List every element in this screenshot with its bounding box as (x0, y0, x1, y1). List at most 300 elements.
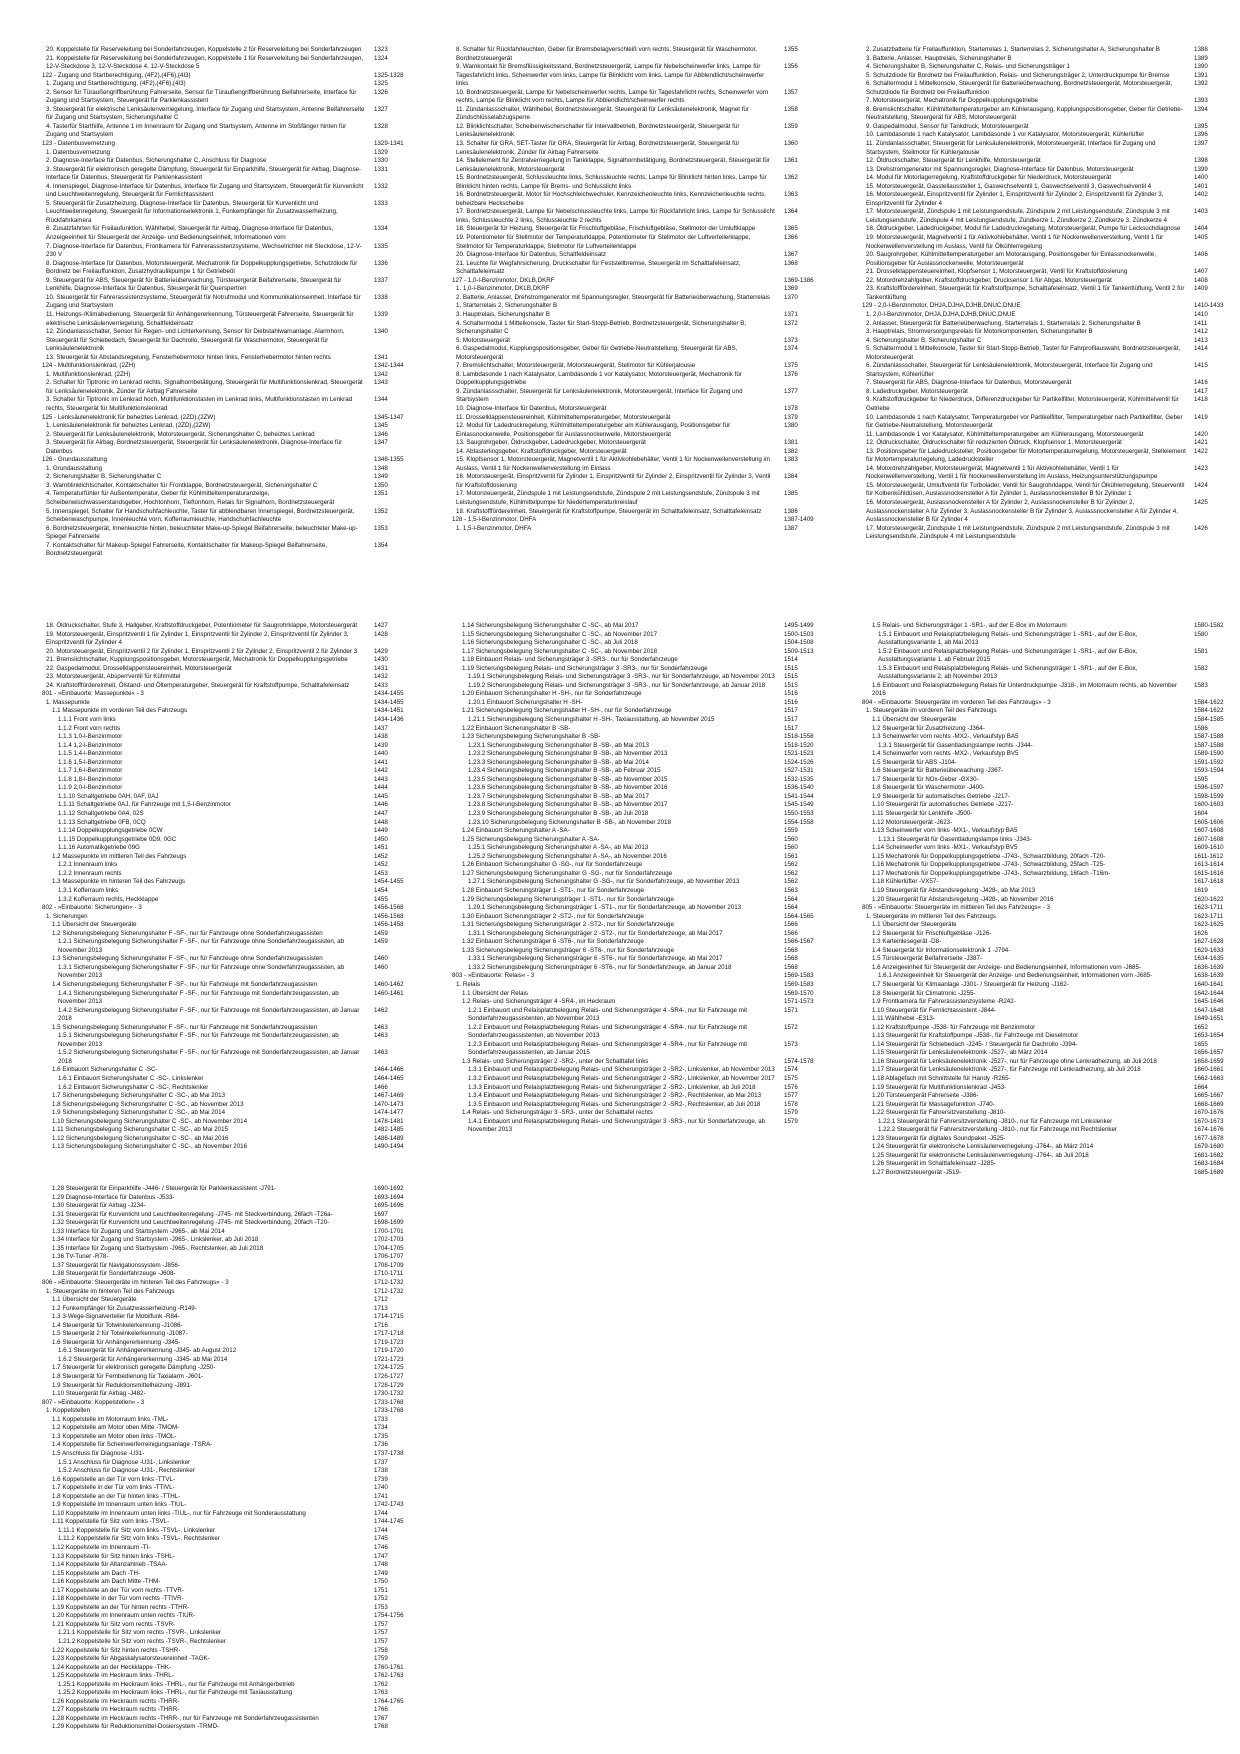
toc-entry-title: 1.11 Wählhebel -E313- (872, 1015, 935, 1023)
toc-entry (862, 431, 1234, 440)
toc-entry (42, 328, 414, 354)
toc-entry (862, 972, 1234, 981)
toc-entry (42, 123, 414, 140)
toc-entry-title: 19. Potentiometer für Stellmotor der Temperaturklappe, Potentiometer für Stellmotor der Luftverteilerklappe, Stellmotor für Temperaturklappe, Stellmotor für Luftverteilerklappe (456, 234, 751, 250)
toc-entry-page: 1564 (784, 904, 798, 912)
toc-entry-page: 1653-1654 (1194, 1032, 1224, 1040)
toc-entry (42, 542, 414, 559)
toc-entry (862, 964, 1234, 973)
toc-entry-title: 1. Steuergeräte im vorderen Teil des Fahrzeugs (866, 707, 997, 715)
toc-entry-page: 1403 (1194, 208, 1208, 216)
toc-entry-page: 1332 (374, 182, 388, 190)
toc-entry-title: 12. Zündanlassschalter, Sensor für Regen- und Lichterkennung, Sensor für Diebstahlwarnanlage, Alarmhorn, Steuergerät für Schiebedach, Steuergerät für Dachrollo, Steuergerät für Waschermotor, Steuergerät für Lenksäulenelektronik (46, 328, 345, 353)
toc-column (452, 622, 824, 1135)
toc-entry-page: 1740 (374, 1484, 388, 1492)
toc-entry (42, 1322, 414, 1331)
toc-entry-title: 2. Batterie, Anlasser, Drehstromgenerator mit Spannungsregler, Steuergerät für Batterieüberwachung, Starterrelais 1, Starterrelais 2, Sicherungshalter B (456, 293, 771, 310)
toc-entry-title: 1.23.1 Sicherungsbelegung Sicherungshalter B -SB-, ab Mai 2013 (468, 741, 649, 749)
toc-entry-page: 1514 (784, 656, 798, 664)
toc-entry-page: 1420 (1194, 430, 1208, 438)
toc-entry (42, 396, 414, 413)
toc-entry (452, 716, 824, 725)
toc-entry-page: 1596-1597 (1194, 784, 1224, 792)
toc-entry-page: 1578 (784, 1100, 798, 1108)
toc-entry (452, 490, 824, 507)
toc-entry-page: 1367 (784, 251, 798, 259)
toc-entry-title: 11. Heizungs-/Klimabedienung, Steuergerät für Anhängererkennung, Türsteuergerät Fahrerseite, Steuergerät für elektrische Lenksäulenverriegelung, Schaltfeldeinsatz (46, 310, 354, 327)
toc-entry-page: 1757 (374, 1629, 388, 1637)
toc-entry-title: 1.24 Steuergerät für elektronische Lenksäulenverriegelung -J764-, ab März 2014 (872, 1143, 1094, 1151)
toc-entry-title: 2. Anlasser, Steuergerät für Batterieüberwachung, Starterrelais 1, Starterrelais 2, Sicherungshalter B (866, 319, 1141, 327)
toc-entry (862, 861, 1234, 870)
toc-entry-title: 1.2 Steuergerät für Frischluftgebläse -J126- (872, 929, 992, 937)
toc-entry-page: 1417 (1194, 387, 1208, 395)
toc-entry-title: 16. Motorsteuergerät, Auslassnockensteller A für Zylinder 2, Auslassnockensteller B für Zylinder 2, Auslassnockensteller A für Zylinder 3, Auslassnockensteller B für Zylinder 3, Auslassnockensteller A für Zylinder 4, Auslassnockensteller B für Zylinder 4 (866, 498, 1178, 524)
toc-entry-page: 1366 (784, 234, 798, 242)
toc-entry-title: 1.38 Steuergerät für Sonderfahrzeuge -J608- (52, 1270, 176, 1278)
toc-entry-title: 3. Steuergerät für elektronisch geregelte Dämpfung, Steuergerät für Einparkhilfe, Steuergerät für Airbag, Diagnose-Interface für Datenbus, Steuergerät für Parklenkassistent (46, 165, 362, 182)
toc-entry-title: 1.33.2 Sicherungsbelegung Sicherungsträger 6 -ST6-, nur für Sonderfahrzeuge, ab Januar 2018 (468, 963, 732, 971)
toc-entry-page: 1326 (374, 88, 388, 96)
toc-entry (42, 140, 414, 149)
toc-entry (862, 174, 1234, 183)
toc-entry-page: 1422 (1194, 447, 1208, 455)
toc-entry-title: 15. Klopfsensor 1, Motorsteuergerät, Magnetventil 1 für Aktivkohlebehälter, Ventil 1 für Nockenwellenverstellung im Auslass, Ventil 1 für Nockenwellenverstellung im Einlass (456, 456, 771, 472)
toc-entry-page: 1541-1544 (784, 792, 814, 800)
toc-entry-page: 1455 (374, 895, 388, 903)
toc-entry (42, 379, 414, 396)
toc-entry-title: 6. Zündanlassschalter, Steuergerät für Lenksäulenelektronik, Motorsteuergerät, Interface für Zugang und Startsystem, Kühlerlüfter (866, 362, 1153, 378)
toc-entry-page: 1515 (784, 664, 798, 672)
toc-entry (452, 285, 824, 294)
toc-entry (42, 1441, 414, 1450)
toc-entry (42, 525, 414, 542)
toc-entry (452, 473, 824, 490)
toc-entry-page: 1340 (374, 328, 388, 336)
toc-entry-title: 14. Stellelement für Zentralverriegelung in Tankklappe, Signalhornbetätigung, Bordnetzsteuergerät, Steuergerät für Lenksäulenelektronik, Motorsteuergerät (456, 157, 770, 173)
toc-entry-page: 1721-1723 (374, 1355, 404, 1363)
toc-entry (42, 1655, 414, 1664)
toc-entry-title: 1. Sicherungen (46, 912, 88, 920)
toc-entry (862, 388, 1234, 397)
toc-entry (42, 371, 414, 380)
toc-entry-title: 1.32 Einbauort Sicherungsträger 6 -ST6-, nur für Sonderfahrzeuge (462, 938, 644, 946)
toc-entry (862, 225, 1234, 234)
toc-entry-title: 1.6.1 Steuergerät für Anhängererkennung -J345- ab August 2012 (58, 1347, 237, 1355)
toc-entry (42, 904, 414, 913)
toc-entry-title: 21. Drosselklappensteuereinheit, Klopfsensor 1, Motorsteuergerät, Ventil für Kraftstoffdosierung (866, 268, 1128, 276)
toc-entry-page: 1749 (374, 1569, 388, 1577)
toc-entry-page: 1418 (1194, 396, 1208, 404)
toc-entry (452, 439, 824, 448)
toc-entry-page: 1370 (784, 293, 798, 301)
toc-entry (42, 225, 414, 242)
toc-entry-title: 2. Steuergerät für Lenksäulenelektronik, Motorsteuergerät, Sicherungshalter C, beheiztes Lenkrad (46, 430, 315, 438)
toc-entry-title: 1.12 Koppelstelle im Innenraum -TI- (52, 1543, 151, 1551)
toc-entry-title: 21. Bremslichtschalter, Kupplungspositionsgeber, Motorsteuergerät, Mechatronik für Doppelkupplungsgetriebe (46, 656, 348, 664)
toc-entry-page: 1605-1606 (1194, 818, 1224, 826)
toc-entry (42, 844, 414, 853)
toc-entry (42, 200, 414, 226)
toc-entry-page: 1745 (374, 1535, 388, 1543)
toc-entry-page: 1623-1711 (1194, 912, 1224, 920)
toc-entry-title: 1.23.7 Sicherungsbelegung Sicherungshalter B -SB-, ab Mai 2017 (468, 792, 649, 800)
toc-entry-page: 1463 (374, 1032, 388, 1040)
toc-entry (42, 707, 414, 716)
toc-entry (42, 1595, 414, 1604)
toc-entry (862, 1135, 1234, 1144)
toc-entry (862, 938, 1234, 947)
toc-entry-title: 1.2.2 Einbauort und Relaisplatzbelegung Relais- und Sicherungsträger 4 -SR4-, nur für Fahrzeuge mit Sonderfahrzeugassistenten, ab November 2013 (468, 1023, 747, 1040)
toc-entry (452, 1118, 824, 1135)
toc-entry-page: 1434-1455 (374, 698, 404, 706)
toc-entry-page: 1693-1694 (374, 1193, 404, 1201)
toc-entry (42, 1007, 414, 1024)
toc-entry (452, 89, 824, 106)
toc-entry-title: 1.22 Koppelstelle für Sitz hinten rechts -TSHR- (52, 1646, 181, 1654)
toc-entry-page: 1383 (784, 456, 798, 464)
toc-entry (452, 405, 824, 414)
toc-entry-title: 1.10 Steuergerät für automatisches Getriebe -J217- (872, 801, 1014, 809)
toc-entry-page: 1604 (1194, 810, 1208, 818)
toc-entry-page: 1710-1711 (374, 1270, 404, 1278)
toc-entry (452, 955, 824, 964)
toc-column (452, 46, 824, 533)
toc-entry-page: 1629-1633 (1194, 946, 1224, 954)
toc-entry-page: 1712-1732 (374, 1279, 404, 1287)
toc-entry-title: 1.33 Sicherungsbelegung Sicherungsträger 6 -ST6-, nur für Sonderfahrzeuge (462, 946, 674, 954)
toc-entry (42, 1279, 414, 1288)
toc-entry-title: 4. Innenspiegel, Diagnose-Interface für Datenbus, Interface für Zugang und Startsystem, Steuergerät für Kurvenlicht und Leuchtweitenregelung, Steuergerät für Fernlichtassistent (46, 182, 364, 199)
toc-entry-page: 1405 (1194, 234, 1208, 242)
toc-entry-page: 1329 (374, 148, 388, 156)
toc-entry-page: 1726-1727 (374, 1373, 404, 1381)
toc-entry (42, 1544, 414, 1553)
toc-entry (862, 793, 1234, 802)
toc-entry-title: 6. Gaspedalmodul, Kupplungspositionsgeber, Geber für Getriebe-Neutralstellung, Steuergerät für ABS, Motorsteuergerät (456, 345, 738, 361)
toc-entry (862, 482, 1234, 499)
toc-entry (862, 251, 1234, 268)
toc-entry-title: 1.6 Steuergerät für Anhängererkennung -J345- (52, 1338, 181, 1346)
toc-entry (862, 913, 1234, 922)
toc-entry-page: 1336 (374, 259, 388, 267)
toc-entry-page: 1464-1466 (374, 1066, 404, 1074)
toc-entry (42, 1236, 414, 1245)
toc-entry-title: 1.1.2 Front vorn rechts (58, 724, 121, 732)
toc-entry-page: 1712-1732 (374, 1287, 404, 1295)
toc-entry (862, 767, 1234, 776)
toc-entry-title: 1.9 Steuergerät für automatisches Getriebe -J217- (872, 792, 1010, 800)
toc-entry-title: 23. Kraftstoffförderelnheit, Steuergerät für Kraftstoffpumpe, Schalttafeleinsatz, Ventil 1 für Tankentlüftung, Ventil 2 für Tankentlüftung (866, 285, 1185, 301)
toc-entry (452, 998, 824, 1007)
toc-entry (42, 1570, 414, 1579)
toc-entry (452, 793, 824, 802)
toc-entry (42, 1715, 414, 1724)
toc-entry-page: 1708-1709 (374, 1261, 404, 1269)
toc-entry (862, 439, 1234, 448)
toc-entry-title: 1.23.5 Sicherungsbelegung Sicherungshalter B -SB-, ab November 2015 (468, 775, 668, 783)
toc-entry (452, 1109, 824, 1118)
toc-entry-title: 7. Steuergerät für ABS, Diagnose-Interface für Datenbus, Motorsteuergerät (866, 379, 1072, 387)
toc-entry-page: 1735 (374, 1432, 388, 1440)
toc-entry (42, 311, 414, 328)
toc-entry-page: 1649-1651 (1194, 1015, 1224, 1023)
toc-entry-title: 1.6.2 Einbauort Sicherungshalter C -SC-, Rechtslenker (58, 1083, 209, 1091)
toc-entry-title: 1.19.2 Sicherungsbelegung Relais- und Sicherungsträger 3 -SR3-, nur für Sonderfahrzeuge, ab Januar 2018 (468, 681, 766, 689)
toc-entry (452, 836, 824, 845)
toc-entry-page: 1652 (1194, 1023, 1208, 1031)
toc-entry-page: 1619 (1194, 886, 1208, 894)
toc-entry-page: 1664 (1194, 1083, 1208, 1091)
toc-entry-title: 122 - Zugang und Startberechtigung, (4F2),(4F6),(4I3) (42, 71, 191, 79)
toc-entry-title: 1.9 Sicherungsbelegung Sicherungshalter C -SC-, ab Mai 2014 (52, 1109, 226, 1117)
toc-entry-page: 1377 (784, 387, 798, 395)
toc-entry (42, 422, 414, 431)
toc-entry-title: 1.3 3-Wege-Signalverteiler für Mobilfunk -R84- (52, 1313, 180, 1321)
toc-entry-page: 1401 (1194, 182, 1208, 190)
toc-entry (452, 516, 824, 525)
toc-entry-title: 6. Zusatzfahrten für Freilaufunktion, Wählhebel, Steuergerät für Airbag, Diagnose-Interface für Datenbus, Anzeigeeinheit für Steuergerät der Anzeige- und Bedienungseinheit, Informationen vorn (46, 225, 334, 242)
toc-entry-title: 1.18 Koppelstelle in der Tür vorn rechts -TTIVR- (52, 1595, 184, 1603)
toc-entry-page: 1412 (1194, 328, 1208, 336)
toc-entry-page: 1323 (374, 46, 388, 53)
toc-entry (452, 140, 824, 157)
toc-entry-page: 1478-1481 (374, 1117, 404, 1125)
toc-entry-title: 1.22.2 Steuergerät für Fahrersitzverstellung -J810-, nur für Fahrzeuge mit Rechtslenker (878, 1126, 1118, 1134)
toc-entry-title: 1.31 Steuergerät für Kurvenlicht und Leuchtweitenregelung -J745- mit Steckverbindung, 26fach -T26a- (52, 1210, 333, 1218)
toc-entry-page: 1392 (1194, 80, 1208, 88)
toc-entry (452, 1024, 824, 1041)
toc-entry (452, 682, 824, 691)
toc-entry (452, 388, 824, 405)
toc-entry (862, 1109, 1234, 1118)
toc-entry-title: 1.20 Steuergerät für Abstandsregelung -J428-, ab November 2016 (872, 895, 1054, 903)
toc-entry (42, 1084, 414, 1093)
toc-entry (42, 964, 414, 981)
toc-entry (452, 345, 824, 362)
toc-entry (862, 277, 1234, 286)
toc-entry-page: 1345-1347 (374, 413, 404, 421)
toc-entry (862, 302, 1234, 311)
toc-entry-page: 1415 (1194, 362, 1208, 370)
toc-entry (42, 106, 414, 123)
toc-entry-title: 807 - »Einbauorte: Koppelstellen« - 3 (42, 1398, 145, 1406)
toc-entry-page: 1521-1523 (784, 750, 814, 758)
toc-entry-title: 15. Motorsteuergerät, Gasstellaussteller 1, Gaswechselventil 1, Gaswechselventil 3, Gaswechselventil 4 (866, 182, 1152, 190)
toc-entry (42, 887, 414, 896)
toc-entry (862, 63, 1234, 72)
toc-entry (42, 1296, 414, 1305)
toc-entry (42, 725, 414, 734)
toc-entry-page: 1376 (784, 370, 798, 378)
toc-entry-title: 1.25.2 Sicherungsbelegung Sicherungshalter A -SA-, ab November 2016 (468, 852, 667, 860)
toc-entry (42, 157, 414, 166)
toc-entry-page: 1724-1725 (374, 1364, 404, 1372)
toc-entry-page: 1611-1612 (1194, 852, 1224, 860)
toc-entry-page: 1734 (374, 1424, 388, 1432)
toc-entry-title: 801 - »Einbauorte: Massepunkte« - 3 (42, 690, 144, 698)
toc-entry (862, 1084, 1234, 1093)
toc-entry-title: 1.4 Scheinwerfer vorn rechts -MX2-, Verkaufstyp BV5 (872, 750, 1019, 758)
toc-entry (862, 1160, 1234, 1169)
toc-entry-title: 14. Motordrehzahlgeber, Motorsteuergerät, Magnetventil 1 für Aktivkohlebehälter, Ventil 1 für Nockenwellenverstellung, Ventil 1 für Nockenwellenverstellung im Auslass, Heizungsunterstützungspumpe (866, 464, 1158, 481)
toc-entry (452, 699, 824, 708)
toc-entry-page: 1587-1588 (1194, 733, 1224, 741)
toc-entry-page: 1346 (374, 430, 388, 438)
toc-entry-title: 1.13 Sicherungsbelegung Sicherungshalter C -SC-, ab November 2016 (52, 1143, 248, 1151)
toc-entry-title: 1.3.2 Kofferraum rechts, Heckklappe (58, 895, 159, 903)
toc-entry (862, 345, 1234, 362)
toc-entry (42, 1484, 414, 1493)
toc-entry (42, 1185, 414, 1194)
toc-entry-title: 4. Temperaturfühler für Außentemperatur, Geber für Kühlmitteltemperaturanzeige, Scheibenwischwasserstandsgeber, Hochtonhorn, Tieftonhorn, Relais für Signalhorn, Bordnetzsteuergerät (46, 490, 335, 506)
toc-entry-page: 1373 (784, 336, 798, 344)
toc-entry-title: 1.17 Koppelstelle an der Tür vorn rechts -TTVR- (52, 1586, 184, 1594)
toc-entry-title: 1.23.9 Sicherungsbelegung Sicherungshalter B -SB-, ab Juli 2018 (468, 810, 649, 818)
toc-entry-title: 13. Steuergerät für Abstandsregelung, Fensterhebermotor hinten links, Fensterhebermotor hinten rechts (46, 353, 331, 361)
toc-entry (42, 1424, 414, 1433)
toc-entry-page: 1460-1462 (374, 980, 404, 988)
toc-entry-title: 1.1 Übersicht der Relais (462, 989, 529, 997)
toc-entry (862, 742, 1234, 751)
toc-entry (862, 1075, 1234, 1084)
toc-entry-title: 1.4 Koppelstelle für Scheinwerferreinigungsanlage -TSRA- (52, 1441, 213, 1449)
toc-entry-title: 20. Koppelstelle für Reserveleitung bei Sonderfahrzeugen, Koppelstelle 2 für Reserveleitung bei Sonderfahrzeugen (46, 46, 362, 53)
toc-entry-page: 1716 (374, 1321, 388, 1329)
toc-entry-page: 1665-1667 (1194, 1092, 1224, 1100)
toc-entry-title: 1.3.3 Einbauort und Relaisplatzbelegung Relais- und Sicherungsträger 2 -SR2-, Linkslenker, ab Juli 2018 (468, 1083, 756, 1091)
toc-entry-title: 10. Lambdasonde 1 nach Katalysator, Lambdasonde 1 vor Katalysator, Motorsteuergerät, Kühlerlüfter (866, 131, 1145, 139)
toc-entry-title: 3. Schalter für Tiptronic im Lenkrad hoch, Multifunktionstasten im Lenkrad links, Multifunktionstasten im Lenkrad rechts, Steuergerät für Multifunktionslenkrad (46, 396, 353, 412)
toc-entry (42, 1535, 414, 1544)
toc-entry-title: 806 - »Einbauorte: Steuergeräte im hinteren Teil des Fahrzeugs« - 3 (42, 1279, 229, 1287)
toc-entry-title: 1. Lenksäulenelektronik für beheiztes Lenkrad, (2ZD),(2ZW) (46, 422, 211, 430)
toc-entry-title: 1.1 Massepunkte im vorderen Teil des Fahrzeugs (52, 707, 188, 715)
toc-column (862, 622, 1234, 1178)
toc-entry (862, 379, 1234, 388)
toc-entry-page: 1607-1608 (1194, 827, 1224, 835)
toc-entry (42, 1416, 414, 1425)
toc-entry (862, 1101, 1234, 1110)
toc-entry (452, 1058, 824, 1067)
toc-entry (42, 362, 414, 371)
toc-entry (862, 921, 1234, 930)
toc-entry-title: 1.15 Sicherungsbelegung Sicherungshalter C -SC-, ab November 2017 (462, 630, 658, 638)
toc-entry-title: 1.1.14 Doppelkupplungsgetriebe 0CW (58, 827, 163, 835)
toc-entry-title: 1.15 Mechatronik für Doppelkupplungsgetriebe -J743-, Schwarzbildung, 20fach -T20- (872, 852, 1106, 860)
toc-entry-page: 1421 (1194, 439, 1208, 447)
toc-entry-title: 1.26 Steuergerät im Schalttafeleinsatz -J285- (872, 1160, 996, 1168)
toc-entry (862, 1058, 1234, 1067)
toc-entry-page: 1571 (784, 1006, 798, 1014)
toc-entry-page: 1463 (374, 1049, 388, 1057)
toc-entry (862, 870, 1234, 879)
toc-entry (452, 887, 824, 896)
toc-column (42, 622, 414, 1152)
toc-entry (452, 844, 824, 853)
toc-entry-title: 3. Steuergerät für elektrische Lenksäulenverriegelung, Interface für Zugang und Startsystem, Antenne Beifahrerseite für Zugang und Startsystem, Sicherungshalter C (46, 105, 365, 122)
toc-entry-page: 1390 (1194, 63, 1208, 71)
toc-entry-title: 1.20.1 Einbauort Sicherungshalter H -SH- (468, 698, 583, 706)
toc-entry-title: 18. Kraftstoffförderelnheit, Steuergerät für Kraftstoffpumpe, Steuergerät im Schalttafeleinsatz, Schalttafeleinsatz (456, 507, 762, 515)
toc-entry-title: 1. Steuergeräte im mittleren Teil des Fahrzeugs (866, 912, 996, 920)
toc-entry-title: 1.31.1 Sicherungsbelegung Sicherungsträger 2 -ST2-, nur für Sonderfahrzeuge, ab Mai 2017 (468, 929, 723, 937)
toc-entry-title: 20. Diagnose-Interface für Datenbus, Schaltfeldeinsatz (456, 251, 606, 259)
toc-entry (42, 742, 414, 751)
toc-entry-title: 22. Gaspedalmodul, Drosselklappensteuereinheit, Motorsteuergerät (46, 664, 232, 672)
toc-entry-page: 1623-1625 (1194, 921, 1224, 929)
toc-entry (42, 1510, 414, 1519)
toc-entry-page: 1532-1535 (784, 775, 814, 783)
toc-entry-title: 1.11 Sicherungsbelegung Sicherungshalter C -SC-, ab Mai 2015 (52, 1126, 228, 1134)
toc-entry-title: 13. Saugrohrgeber, Öldruckgeber, Ladedruckgeber, Motorsteuergerät (456, 439, 646, 447)
toc-entry (42, 1407, 414, 1416)
toc-entry-page: 1763 (374, 1689, 388, 1697)
toc-entry-title: 24. Kraftstoffförderelnheit, Ölstand- und Öltemperaturgeber, Steuergerät für Kraftstoffpumpe, Schalttafeleinsatz (46, 681, 350, 689)
toc-entry-title: 1.28 Steuergerät für Einparkhilfe -J446- / Steuergerät für Parklenkassistent -J791- (52, 1185, 277, 1192)
toc-entry-page: 1454 (374, 886, 388, 894)
toc-entry-page: 1574 (784, 1066, 798, 1074)
toc-entry (452, 742, 824, 751)
toc-entry-page: 1348 (374, 464, 388, 472)
toc-entry-title: 19. Motorsteuergerät, Einspritzventil 1 für Zylinder 1, Einspritzventil für Zylinder 2, Einspritzventil für Zylinder 3, Einspritzventil für Zylinder 4 (46, 630, 349, 647)
toc-entry-title: 1.13 Koppelstelle für Sitz hinten links -TSHL- (52, 1552, 175, 1560)
toc-entry-page: 1404 (1194, 225, 1208, 233)
toc-entry-page: 1746 (374, 1543, 388, 1551)
toc-entry-page: 1577 (784, 1092, 798, 1100)
toc-entry-title: 1.4 Sicherungsbelegung Sicherungshalter F -SF-, nur für Fahrzeuge mit Sonderfahrzeugassisten (52, 980, 318, 988)
toc-entry-title: 1.11 Koppelstelle für Sitz vorn links -TSVL- (52, 1518, 170, 1526)
toc-entry-page: 1386 (784, 507, 798, 515)
toc-entry-page: 1658-1659 (1194, 1057, 1224, 1065)
toc-entry (862, 157, 1234, 166)
toc-entry (862, 1007, 1234, 1016)
toc-entry (42, 1262, 414, 1271)
toc-entry-page: 1364 (784, 208, 798, 216)
toc-entry-title: 1.36 TV-Tuner -R78- (52, 1253, 109, 1261)
toc-entry-title: 11. Zündanlassschalter, Steuergerät für Lenksäulenelektronik, Motorsteuergerät, Interface für Zugang und Startsystem, Stellmotor für Kühlerjalousie (866, 140, 1156, 156)
toc-entry-page: 1440 (374, 750, 388, 758)
toc-entry-title: 1.2 Relais- und Sicherungsträger 4 -SR4-, im Heckraum (462, 998, 616, 1006)
toc-entry-page: 1704-1705 (374, 1244, 404, 1252)
toc-entry-title: 1.10 Koppelstelle im Innenraum unten links -TIUL-, nur für Fahrzeuge mit Sonderausstattung (52, 1509, 306, 1517)
toc-entry-page: 1434-1455 (374, 690, 404, 698)
toc-entry (452, 63, 824, 89)
toc-entry (42, 1664, 414, 1673)
toc-entry-page: 1394 (1194, 105, 1208, 113)
toc-entry-title: 1.5 Relais- und Sicherungsträger 1 -SR1-, auf der E-Box im Motorraum (872, 622, 1067, 629)
toc-entry-page: 1584-1622 (1194, 707, 1224, 715)
toc-entry-page: 1430 (374, 656, 388, 664)
toc-entry-title: 127 - 1,0-l-Benzinmotor, DKLB,DKRF (452, 276, 555, 284)
toc-entry-page: 1324 (374, 54, 388, 62)
toc-entry (42, 1194, 414, 1203)
toc-entry-page: 1355 (784, 46, 798, 53)
toc-entry-title: 1.7 Koppelstelle in der Tür vorn links -TTIVL- (52, 1484, 175, 1492)
toc-entry-title: 1.11 Steuergerät für Lenkhilfe -J500- (872, 810, 973, 818)
toc-entry-page: 1569-1583 (784, 980, 814, 988)
toc-entry-title: 1.5 Anschluss für Diagnose -U31- (52, 1449, 145, 1457)
toc-entry-page: 1433 (374, 681, 388, 689)
toc-entry (42, 1672, 414, 1681)
toc-entry-title: 1.22.1 Steuergerät für Fahrersitzverstellung -J810-, nur für Fahrzeuge mit Linkslenker (878, 1117, 1113, 1125)
toc-entry-title: 1.3 Massepunkte im hinteren Teil des Fahrzeugs (52, 878, 185, 886)
toc-entry (452, 157, 824, 174)
toc-entry-page: 1573 (784, 1040, 798, 1048)
toc-entry-title: 1.32 Steuergerät für Kurvenlicht und Leuchtweitenregelung -J745- mit Steckverbindung, 20fach -T20- (52, 1219, 330, 1227)
toc-entry-title: 20. Saugrohrgeber, Kühlmitteltemperaturgeber am Motorausgang, Positionsgeber für Einlassnockenwelle, Positionsgeber für Auslassnockenwelle, Motorsteuergerät (866, 251, 1156, 267)
toc-entry-page: 1733-1768 (374, 1398, 404, 1406)
